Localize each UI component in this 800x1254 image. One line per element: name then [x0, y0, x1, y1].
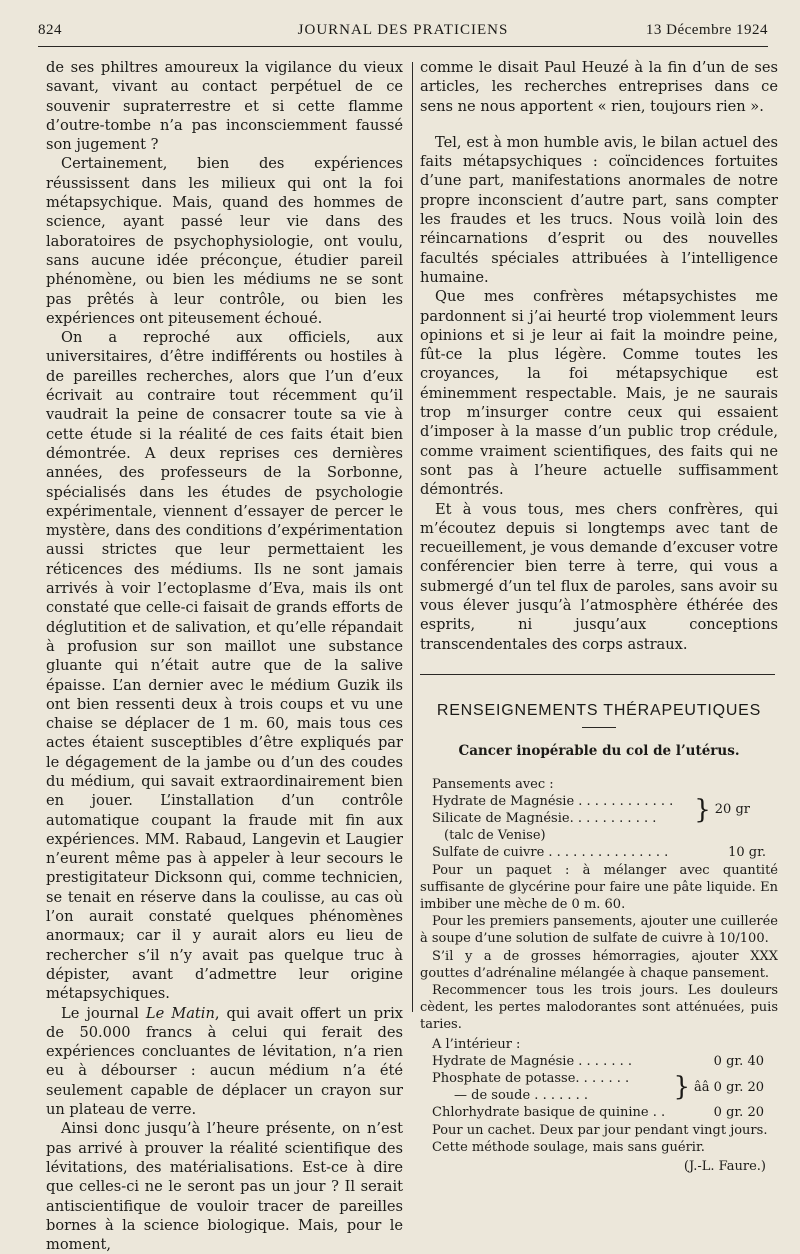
ingredient-line	[432, 1070, 670, 1087]
ingredient-quantity: ââ 0 gr. 20	[694, 1079, 764, 1095]
paragraph: de ses philtres amoureux la vigilance du vieux savant, vivant au contact perpétuel de ce souvenir supraterrestre et si cette flamme d’outre-tombe n’a pas inconsciemment faussé son jugement ?	[46, 59, 403, 154]
paragraph: Que mes confrères métapsychistes me pardonnent si j’ai heurté trop violemment leurs opinions et si je leur ai fait la moindre peine, fût-ce la plus légère. Comme toutes les croyances, la foi métapsychique est éminemment respectable. Mais, je ne saurais trop m’insurger contre ceux qui essaient d’imposer à la masse d’un public trop crédule, comme vraiment scientifiques, des faits qui ne sont pas à l’heure actuelle suffisamment démontrés.	[420, 288, 778, 499]
paragraph: On a reproché aux officiels, aux universitaires, d’être indifférents ou hostiles à de pareilles recherches, alors que l’un d’eux écrivait au contraire tout récemment qu’il vaudrait la peine de consacrer toute sa vie à cette étude si la réalité de ces faits était bien démontrée. A deux reprises ces dernières années, des professeurs de la Sorbonne, spécialisés dans les études de psychologie expérimentale, viennent d’essayer de percer le mystère, dans des conditions d’expérimentation aussi strictes que leur permettaient les réticences des médiums. Ils ne sont jamais arrivés à voir l’ectoplasme d’Eva, mais ils ont constaté que celle-ci faisait de grands efforts de déglutition et de salivation, et qu’elle répandait à profusion sur son maillot une substance gluante qui n’était autre que de la salive épaisse. L’an dernier avec le médium Guzik ils ont bien ressenti deux à trois coups et vu une chaise se déplacer de 1 m. 60, mais tous ces actes étaient susceptibles d’être expliqués par le dégagement de la jambe ou d’un des coudes du médium, qui savait extraordinairement bien en jouer. L’installation d’un contrôle automatique coupant la fraude mit fin aux expériences. MM. Rabaud, Langevin et Laugier n’eurent même pas à appeler à leur secours le prestigitateur Dicksonn qui, comme technicien, se tenait en réserve dans la coulisse, au cas où l’on aurait constaté quelques phénomènes anormaux; car il y aurait alors eu lieu de rechercher s’il n’y avait pas quelque truc à dépister, avant d’admettre leur origine métapsychiques.	[46, 329, 403, 1003]
right-column	[420, 58, 778, 1175]
left-column	[46, 58, 403, 1254]
ingredient-line	[420, 1104, 778, 1121]
ingredient-group	[420, 793, 778, 827]
ingredient-name: Chlorhydrate basique de quinine . .	[432, 1105, 666, 1121]
brace-icon: }	[694, 794, 711, 825]
paragraph: Certainement, bien des expériences réussissent dans les milieux qui ont la foi métapsychique. Mais, quand des hommes de science, ayant passé leur vie dans des laboratoires de psychophysiologie, ont voulu, sans aucune idée préconçue, étudier pareil phénomène, ou bien les médiums ne se sont pas prêtés à leur contrôle, ou bien les expériences ont piteusement échoué.	[46, 155, 403, 327]
author-signature: (J.-L. Faure.)	[683, 1158, 766, 1174]
section-title: RENSEIGNEMENTS THÉRAPEUTIQUES	[436, 701, 762, 719]
dressings-label: Pansements avec :	[432, 776, 554, 792]
ingredient-name: Hydrate de Magnésie . . . . . . . . . . . .	[432, 793, 674, 809]
article-subtitle: Cancer inopérable du col de l’utérus.	[458, 743, 740, 760]
page-number: 824	[38, 22, 62, 38]
ingredient-note: (talc de Venise)	[444, 828, 546, 844]
journal-title: JOURNAL DES PRATICIENS	[297, 22, 509, 38]
ingredient-line	[432, 1087, 670, 1104]
instruction: Pour les premiers pansements, ajouter une cuillerée à soupe d’une solution de sulfate de cuivre à 10/100.	[420, 914, 778, 947]
section-rule	[420, 674, 775, 675]
text-run: Le journal	[61, 1004, 146, 1022]
ingredient-name: Sulfate de cuivre . . . . . . . . . . . . . . .	[432, 845, 669, 861]
text-run: , qui avait offert un prix de 50.000 francs à celui qui ferait des expériences concluantes de lévitation, n’a rien eu à débourser : aucun médium n’a été seulement capable de déplacer un crayon sur un plateau de verre.	[46, 1004, 403, 1119]
ingredient-name: — de soude . . . . . . .	[454, 1088, 589, 1104]
instruction: S’il y a de grosses hémorragies, ajouter XXX gouttes d’adrénaline mélangée à chaque pansement.	[420, 948, 778, 981]
ingredient-name: Phosphate de potasse. . . . . . .	[432, 1070, 630, 1086]
ingredient-quantity: 10 gr.	[728, 845, 766, 861]
instruction: Pour un paquet : à mélanger avec quantité suffisante de glycérine pour faire une pâte liquide. En imbiber une mèche de 0 m. 60.	[420, 862, 778, 912]
column-divider	[412, 62, 413, 1012]
paragraph: Et à vous tous, mes chers confrères, qui m’écoutez depuis si longtemps avec tant de recueillement, je vous demande d’excuser votre conférencier bien terre à terre, qui vous a submergé d’un tel flux de paroles, sans avoir su vous élever jusqu’à l’atmosphère éthérée des esprits, ni jusqu’aux conceptions transcendentales des corps astraux.	[420, 500, 778, 653]
closing-line: Pour un cachet. Deux par jour pendant vingt jours.	[432, 1122, 768, 1138]
paragraph-le-matin	[46, 1004, 403, 1120]
ingredient-quantity: 0 gr. 40	[713, 1053, 764, 1069]
paragraph: comme le disait Paul Heuzé à la fin d’un de ses articles, les recherches entreprises dans ce sens ne nous apportent « rien, toujours rien ».	[420, 59, 778, 115]
ingredient-quantity: 20 gr	[714, 802, 750, 818]
ingredient-line	[432, 810, 690, 827]
ingredient-group	[420, 1070, 778, 1104]
instruction: Recommencer tous les trois jours. Les douleurs cèdent, les pertes malodorantes sont atténuées, puis taries.	[420, 982, 778, 1033]
ingredient-line	[420, 844, 778, 861]
paragraph: Ainsi donc jusqu’à l’heure présente, on n’est pas arrivé à prouver la réalité scientifique des lévitations, des matérialisations. Est-ce à dire que celles-ci ne le seront pas un jour ? Il serait antiscientifique de vouloir tracer de pareilles bornes à la science biologique. Mais, pour le moment,	[46, 1120, 403, 1254]
internal-label: A l’intérieur :	[432, 1036, 521, 1052]
ingredient-name: Silicate de Magnésie. . . . . . . . . . .	[432, 810, 657, 826]
ingredient-name: Hydrate de Magnésie . . . . . . .	[432, 1053, 632, 1069]
prescription	[420, 776, 778, 1176]
header-rule	[38, 46, 768, 47]
section-underline	[582, 727, 616, 728]
ingredient-line	[420, 1053, 778, 1070]
newspaper-name: Le Matin	[145, 1004, 215, 1022]
ingredient-line	[432, 793, 690, 810]
page-header	[38, 22, 768, 44]
brace-icon: }	[673, 1072, 691, 1103]
closing-line: Cette méthode soulage, mais sans guérir.	[432, 1139, 705, 1155]
paragraph: Tel, est à mon humble avis, le bilan actuel des faits métapsychiques : coïncidences fortuites d’une part, manifestations anormales de notre propre inconscient d’autre part, sans compter les fraudes et les trucs. Nous voilà loin des réincarnations d’esprit ou des nouvelles facultés spéciales attribuées à l’intelligence humaine.	[420, 133, 778, 286]
issue-date: 13 Décembre 1924	[645, 22, 768, 38]
ingredient-quantity: 0 gr. 20	[713, 1105, 764, 1121]
